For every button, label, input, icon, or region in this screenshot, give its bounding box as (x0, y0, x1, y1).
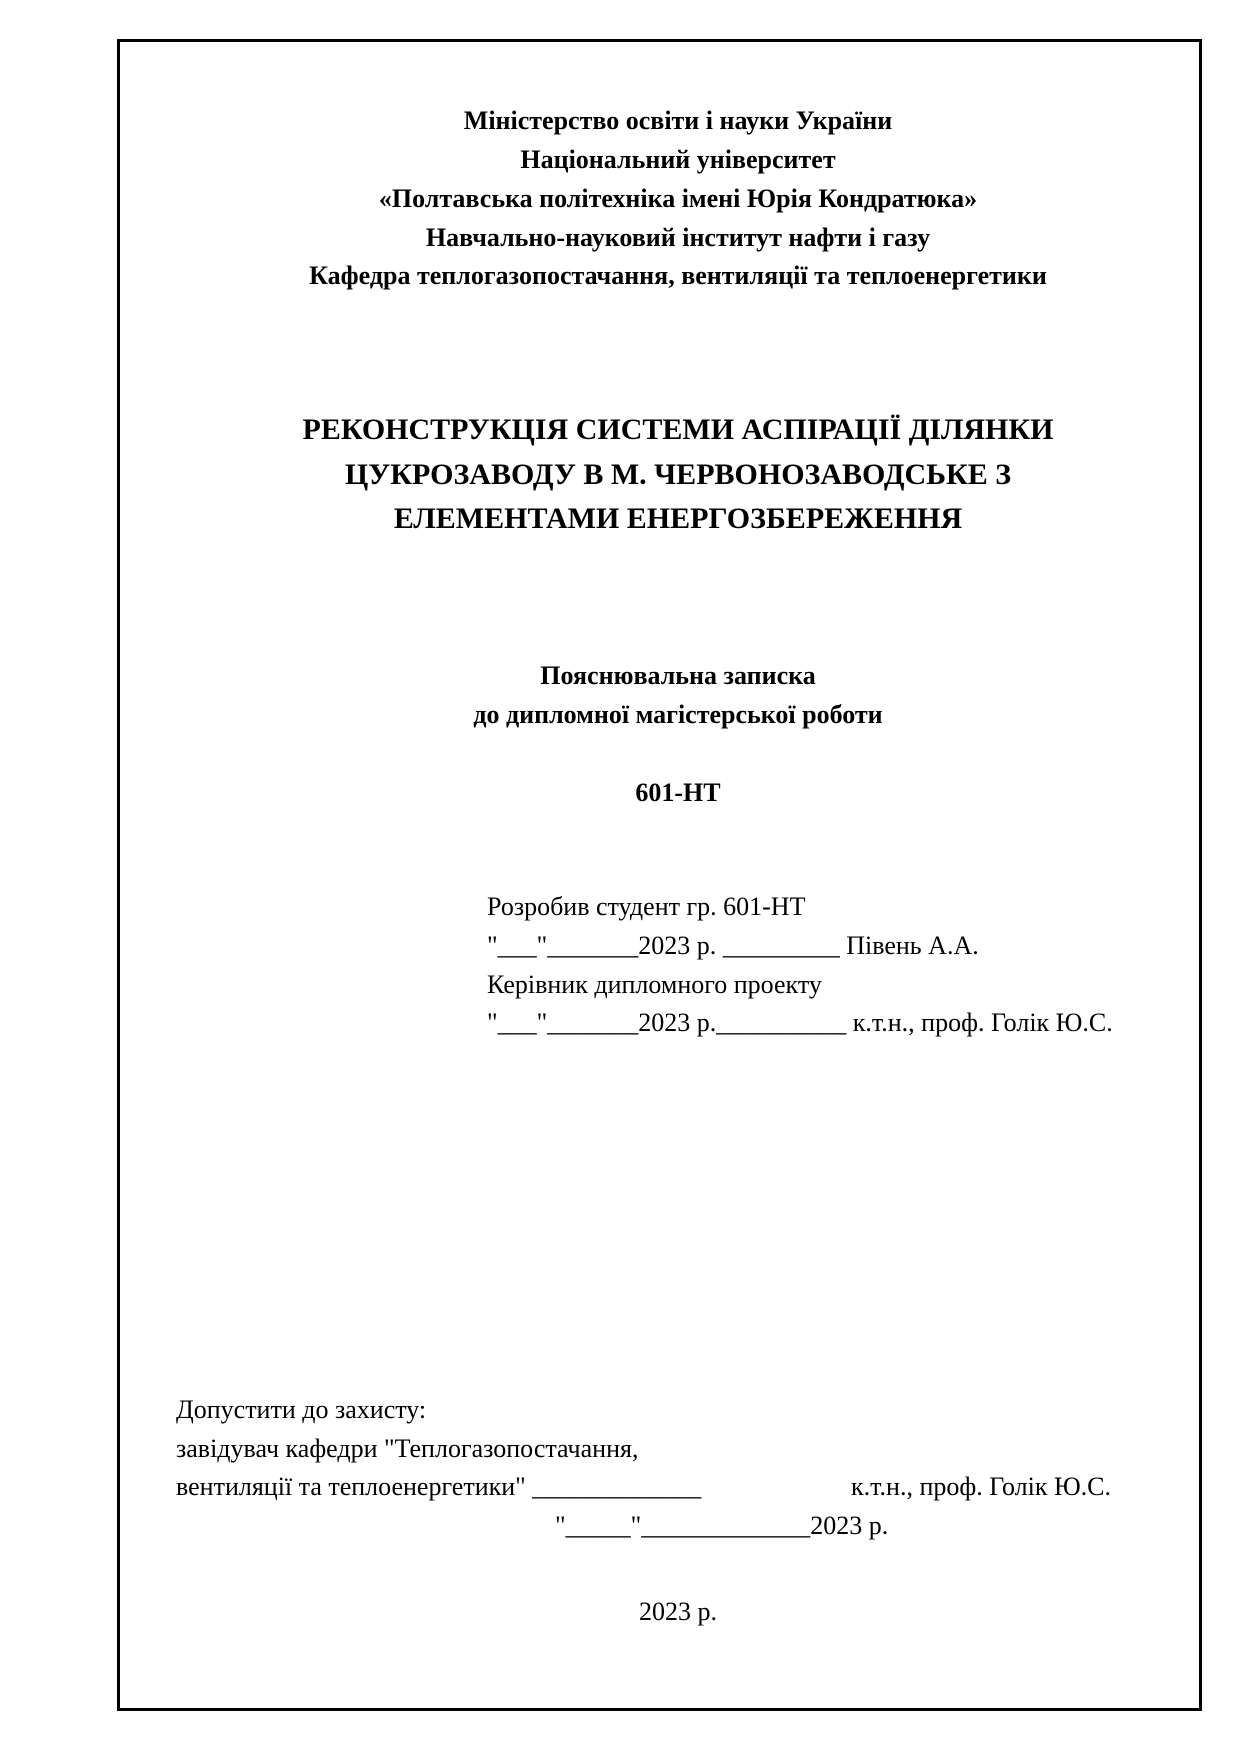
document-purpose: до дипломної магістерської роботи (473, 700, 883, 729)
supervisor-signature-line: "___"_______2023 р.__________ к.т.н., проф. Голік Ю.С. (487, 1008, 1113, 1037)
university-line: Національний університет (520, 145, 836, 174)
head-of-department-name: к.т.н., проф. Голік Ю.С. (851, 1472, 1112, 1501)
department-line: Кафедра теплогазопостачання, вентиляції та теплоенергетики (309, 261, 1047, 290)
thesis-title-line-3: ЕЛЕМЕНТАМИ ЕНЕРГОЗБЕРЕЖЕННЯ (393, 502, 963, 535)
footer-year: 2023 р. (639, 1597, 717, 1626)
approval-label: Допустити до захисту: (176, 1395, 427, 1424)
approval-date-line: "_____"_____________2023 р. (555, 1511, 889, 1540)
document-type: Пояснювальна записка (540, 661, 816, 690)
university-name: «Полтавська політехніка імені Юрія Кондратюка» (378, 184, 978, 213)
thesis-title-line-1: РЕКОНСТРУКЦІЯ СИСТЕМИ АСПІРАЦІЇ ДІЛЯНКИ (302, 413, 1054, 446)
department-signature-line: вентиляції та теплоенергетики" _____________ (176, 1472, 702, 1501)
supervisor-label: Керівник дипломного проекту (487, 970, 822, 999)
group-code: 601-НТ (635, 778, 721, 807)
developer-signature-line: "___"_______2023 р. _________ Півень А.А. (487, 931, 979, 960)
developer-label: Розробив студент гр. 601-НТ (487, 892, 806, 921)
institute-line: Навчально-науковий інститут нафти і газу (425, 223, 931, 252)
ministry-line: Міністерство освіти і науки України (463, 106, 893, 135)
thesis-title-line-2: ЦУКРОЗАВОДУ В М. ЧЕРВОНОЗАВОДСЬКЕ З (344, 458, 1012, 491)
head-of-department-line: завідувач кафедри "Теплогазопостачання, (176, 1434, 639, 1463)
